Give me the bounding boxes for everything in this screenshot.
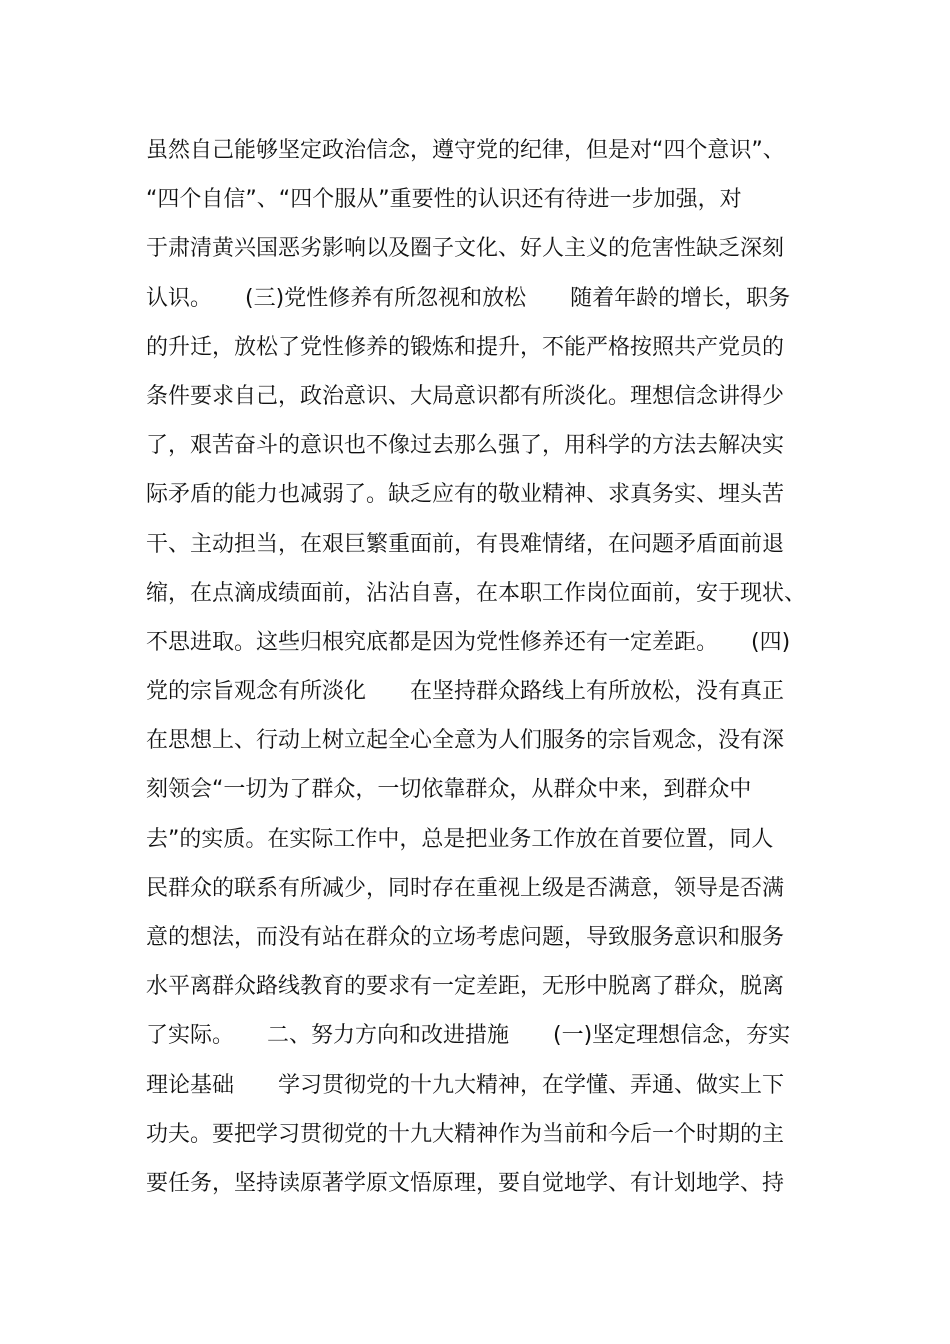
text-line: 虽然自己能够坚定政治信念，遵守党的纪律，但是对“四个意识”、 [146, 138, 785, 163]
text-line: 条件要求自己，政治意识、大局意识都有所淡化。理想信念讲得少 [146, 383, 785, 409]
text-line: 不思进取。这些归根究底都是因为党性修养还有一定差距。 (四) [146, 629, 791, 655]
text-line: 要任务，坚持读原著学原文悟原理，要自觉地学、有计划地学、持 [146, 1170, 785, 1196]
text-line: 了，艰苦奋斗的意识也不像过去那么强了，用科学的方法去解决实 [146, 433, 785, 459]
text-line: 理论基础 学习贯彻党的十九大精神，在学懂、弄通、做实上下 [146, 1072, 785, 1098]
text-line: 功夫。要把学习贯彻党的十九大精神作为当前和今后一个时期的主 [146, 1121, 785, 1147]
text-line: 去”的实质。在实际工作中，总是把业务工作放在首要位置，同人 [146, 826, 774, 852]
text-line: 了实际。 二、努力方向和改进措施 (一)坚定理想信念，夯实 [146, 1023, 791, 1049]
text-line: 党的宗旨观念有所淡化 在坚持群众路线上有所放松，没有真正 [146, 679, 785, 705]
text-line: 水平离群众路线教育的要求有一定差距，无形中脱离了群众，脱离 [146, 974, 785, 1000]
text-line: 际矛盾的能力也减弱了。缺乏应有的敬业精神、求真务实、埋头苦 [146, 482, 785, 508]
text-line: 缩，在点滴成绩面前，沾沾自喜，在本职工作岗位面前，安于现状、 [146, 580, 807, 606]
text-line: 刻领会“一切为了群众，一切依靠群众，从群众中来，到群众中 [146, 777, 752, 803]
text-line: 认识。 (三)党性修养有所忽视和放松 随着年龄的增长，职务 [146, 285, 791, 311]
text-line: 民群众的联系有所减少，同时存在重视上级是否满意，领导是否满 [146, 875, 785, 901]
text-line: 干、主动担当，在艰巨繁重面前，有畏难情绪，在问题矛盾面前退 [146, 531, 785, 557]
text-line: “四个自信”、“四个服从”重要性的认识还有待进一步加强，对 [146, 187, 742, 213]
text-line: 于肃清黄兴国恶劣影响以及圈子文化、好人主义的危害性缺乏深刻 [146, 236, 785, 262]
text-line: 在思想上、行动上树立起全心全意为人们服务的宗旨观念，没有深 [146, 728, 785, 754]
text-line: 意的想法，而没有站在群众的立场考虑问题，导致服务意识和服务 [146, 925, 785, 950]
text-line: 的升迁，放松了党性修养的锻炼和提升，不能严格按照共产党员的 [146, 334, 785, 360]
body-text [146, 126, 816, 1208]
